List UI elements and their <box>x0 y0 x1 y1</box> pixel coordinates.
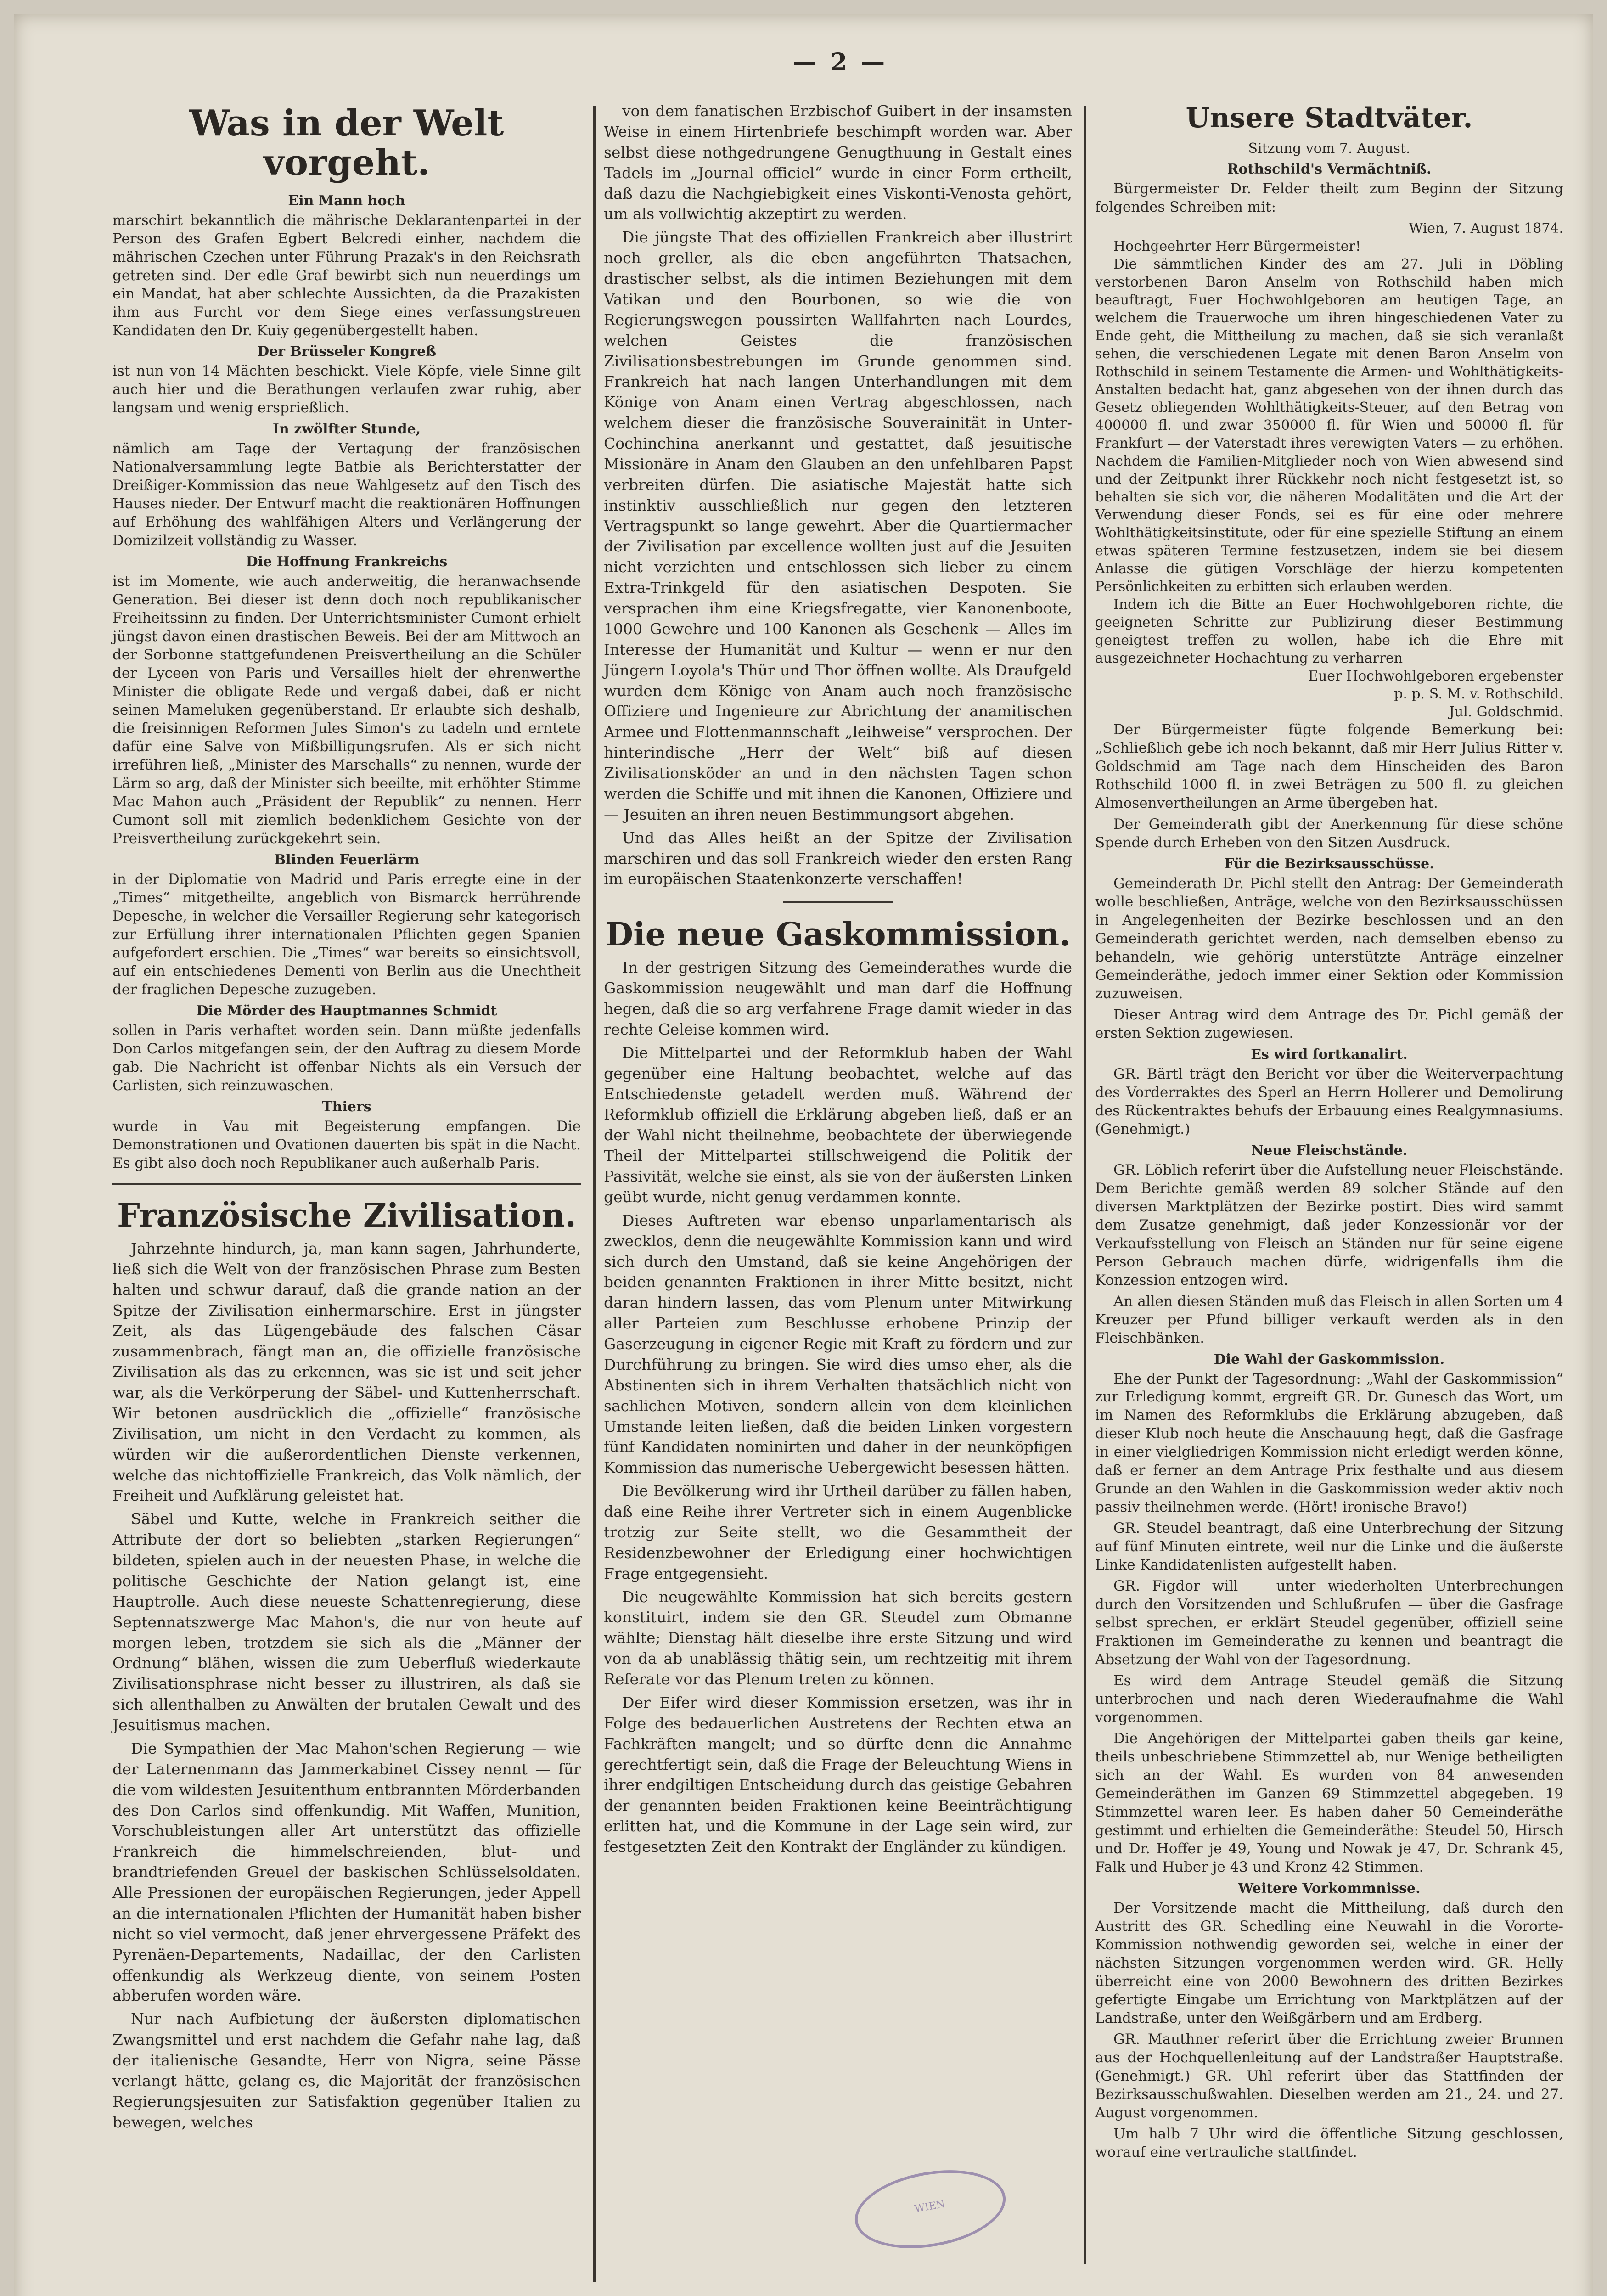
paragraph: Die Bevölkerung wird ihr Urtheil darüber zu fällen haben, daß eine Reihe ihrer Vertreter sich in einem Augenblicke trotzig zur Seite stellt, wo die Gesammtheit der Residenzbewohner der Erledigung einer hochwichtigen Frage entgegensieht. <box>604 1482 1072 1582</box>
paragraph: In der gestrigen Sitzung des Gemeinderathes wurde die Gaskommission neugewählt und man darf die Hoffnung hegen, daß die so arg verfahrene Frage damit wieder in das rechte Geleise kommen wird. <box>604 958 1072 1038</box>
news-item-body: wurde in Vau mit Begeisterung empfangen. Die Demonstrationen und Ovationen dauerten bis spät in die Nacht. Es gibt also doch noch Republikaner auch außerhalb Paris. <box>112 1118 581 1171</box>
letter-signature: p. p. S. M. v. Rothschild. <box>1394 686 1563 702</box>
letter-signature: Jul. Goldschmid. <box>1449 703 1563 720</box>
headline-french-civilisation: Französische Zivilisation. <box>117 1196 576 1234</box>
paragraph-group <box>1095 1161 1563 1348</box>
paragraph: Und das Alles heißt an der Spitze der Zivilisation marschiren und das soll Frankreich wieder den ersten Rang im europäischen Staatenkonzerte verschaffen! <box>604 828 1072 888</box>
news-item-title: In zwölfter Stunde, <box>272 421 421 438</box>
paragraph-group <box>1095 1370 1563 1877</box>
paragraph: GR. Steudel beantragt, daß eine Unterbrechung der Sitzung auf fünf Minuten eintrete, weil nur die Linke und die äußerste Linke Kandidatenlisten aufgestellt haben. <box>1095 1520 1563 1574</box>
column-divider <box>1084 106 1086 2264</box>
subheading: Rothschild's Vermächtniß. <box>1227 161 1432 177</box>
article-body <box>112 1238 581 2133</box>
column-divider <box>593 106 596 2282</box>
paragraph: Säbel und Kutte, welche in Frankreich seither die Attribute der dort so beliebten „starken Regierungen“ bildeten, spielen auch in der neuesten Phase, in welche die politische Geschichte der Nation gelangt ist, eine Hauptrolle. Auch diese neueste Schattenregierung, diese Septennatszwerge Mac Mahon's, die nur von heute auf morgen leben, trotzdem sie sich als die „Männer der Ordnung“ blähen, wissen die zum Ueberfluß wiederkaute Zivilisationsphrase nicht besser zu illustriren, als daß sie sich allenthalben zu Anwälten der brutalen Gewalt und des Jesuitismus machen. <box>112 1510 581 1734</box>
article-body <box>604 957 1072 1857</box>
news-item-body: ist im Momente, wie auch anderweitig, die heranwachsende Generation. Bei dieser ist denn doch noch republikanischer Freiheitssinn zu finden. Der Unterrichtsminister Cumont erhielt jüngst davon einen drastischen Beweis. Bei der am Mittwoch an der Sorbonne stattgefundenen Preisvertheilung an die Schüler der Lyceen von Paris und Versailles hielt der ehrenwerthe Minister die obligate Rede und vergaß dabei, daß er nicht seinen Mameluken gegenüberstand. Er erlaubte sich deshalb, die freisinnigen Reformen Jules Simon's zu tadeln und erntete dafür eine Salve von Mißbilligungsrufen. Als er sich nicht irreführen ließ, „Minister des Marschalls“ zu nennen, wurde der Lärm so arg, daß der Minister sich beeilte, mit erhöhter Stimme Mac Mahon auch „Präsident der Republik“ zu nennen. Herr Cumont soll mit ziemlich bedenklichem Gesichte von der Preisvertheilung zurückgekehrt sein. <box>112 573 581 847</box>
news-item-title: Der Brüsseler Kongreß <box>257 343 436 360</box>
paragraph: GR. Mauthner referirt über die Errichtung zweier Brunnen aus der Hochquellenleitung auf der Landstraßer Hauptstraße. (Genehmigt.) GR. Uhl referirt über das Stattfinden der Bezirksausschußwahlen. Dieselben werden am 21., 24. und 27. August vorgenommen. <box>1095 2031 1563 2121</box>
paragraph-group <box>1095 875 1563 1043</box>
paragraph: Nur nach Aufbietung der äußersten diplomatischen Zwangsmittel und erst nachdem die Gefahr nahe lag, daß der italienische Gesandte, Herr von Nigra, seine Pässe verlangt hätte, gelang es, die Majorität der französischen Regierungsjesuiten zur Satisfaktion gegenüber Italien zu bewegen, welches <box>112 2010 581 2131</box>
subheading: Die Wahl der Gaskommission. <box>1214 1351 1445 1367</box>
session-date: Sitzung vom 7. August. <box>1248 141 1410 157</box>
paragraph: Dieser Antrag wird dem Antrage des Dr. Pichl gemäß der ersten Sektion zugewiesen. <box>1095 1006 1563 1041</box>
paragraph: Der Vorsitzende macht die Mittheilung, daß durch den Austritt des GR. Schedling eine Neuwahl in die Vororte-Kommission nothwendig geworden sei, welche in einer der nächsten Sitzungen vorgenommen werden wird. GR. Helly überreicht eine von 2000 Bewohnern des dritten Bezirkes gefertigte Eingabe um Errichtung von Marktplätzen auf der Landstraße, unter den Weißgärbern und am Erdberg. <box>1095 1900 1563 2026</box>
section-rule <box>112 1183 581 1185</box>
news-item-title: Blinden Feuerlärm <box>274 852 420 868</box>
newspaper-page <box>14 14 1593 2296</box>
paragraph: Der Eifer wird dieser Kommission ersetzen, was ihr in Folge des bedauerlichen Austretens der Rechten etwa an Fachkräften mangelt; und so dürfte denn die Annahme gerechtfertigt sein, daß die Frage der Beleuchtung Wiens in ihrer endgiltigen Entscheidung durch das geistige Gebahren der genannten beiden Fraktionen keine Beeinträchtigung erlitten hat, und die Kommune in der Lage sein wird, zur festgesetzten Zeit den Kontrakt der Engländer zu kündigen. <box>604 1693 1072 1856</box>
paragraph: Dieses Auftreten war ebenso unparlamentarisch als zwecklos, denn die neugewählte Kommission kann und wird sich durch den Umstand, daß sie keine Angehörigen der beiden genannten Fraktionen in ihrer Mitte besitzt, nicht daran hindern lassen, das vom Plenum unter Mitwirkung aller Parteien zum Beschlusse erhobene Prinzip der Gaserzeugung in eigener Regie mit Kraft zu fördern und zur Durchführung zu bringen. Sie wird dies umso eher, als die Abstinenten sich in ihrem Verhalten thatsächlich nicht von sachlichen Motiven, sondern allein von dem kleinlichen Umstande leiten ließen, daß die beiden Linken vorgestern fünf Kandidaten nominirten und daher in der neunköpfigen Kommission das numerische Uebergewicht besessen hätten. <box>604 1211 1072 1477</box>
news-item-body: in der Diplomatie von Madrid und Paris erregte eine in der „Times“ mitgetheilte, angeblich von Bismarck herrührende Depesche, in welcher die Versailler Regierung sehr kategorisch zur Erfüllung ihrer internationalen Pflichten gegen Spanien aufgefordert erschien. Die „Times“ war bereits so einsichtsvoll, auf ein entschiedenes Dementi von Berlin aus die Unechtheit der fraglichen Depesche zuzugeben. <box>112 871 581 998</box>
headline-world-news: Was in der Welt vorgeht. <box>189 102 504 184</box>
paragraph: Um halb 7 Uhr wird die öffentliche Sitzung geschlossen, worauf eine vertrauliche stattfindet. <box>1095 2125 1563 2161</box>
letter-close: Indem ich die Bitte an Euer Hochwohlgeboren richte, die geeigneten Schritte zur Publizirung dieser Bestimmung geneigtest treffen zu wollen, habe ich die Ehre mit ausgezeichneter Hochachtung zu verharren <box>1095 596 1563 666</box>
article-body-continued <box>604 101 1072 889</box>
headline-gas-commission: Die neue Gaskommission. <box>605 915 1071 954</box>
letter-salutation: Hochgeehrter Herr Bürgermeister! <box>1113 238 1361 254</box>
news-item-body: sollen in Paris verhaftet worden sein. Dann müßte jedenfalls Don Carlos mitgefangen sein, der den Auftrag zu diesem Morde gab. Die Nachricht ist offenbar Nichts als ein Versuch der Carlisten, sich reinzuwaschen. <box>112 1022 581 1094</box>
news-item-title: Die Hoffnung Frankreichs <box>246 554 448 570</box>
paragraph: Jahrzehnte hindurch, ja, man kann sagen, Jahrhunderte, ließ sich die Welt von der französischen Phrase zum Besten halten und schwur darauf, daß die grande nation an der Spitze der Zivilisation einhermarschire. Erst in jüngster Zeit, als das Lügengebäude des falschen Cäsar zusammenbrach, fängt man an, die offizielle französische Zivilisation als das zu erkennen, was sie ist und seit jeher war, als die Verkörperung der Säbel- und Kuttenherrschaft. Wir betonen ausdrücklich die „offizielle“ französische Zivilisation, um nicht in den Verdacht zu kommen, als würden wir die außerordentlichen Dienste verkennen, welche das nichtoffizielle Frankreich, das Volk nämlich, der Freiheit und Aufklärung geleistet hat. <box>112 1239 581 1505</box>
news-item-title: Thiers <box>322 1098 371 1115</box>
page-number: — 2 — <box>792 48 888 76</box>
paragraph: Die Mittelpartei und der Reformklub haben der Wahl gegenüber eine Haltung beobachtet, welche auf das Entschiedenste getadelt werden muß. Während der Reformklub offiziell die Erklärung abgeben ließ, daß er an der Wahl nicht theilnehme, beobachtete der überwiegende Theil der Mittelpartei stillschweigend die Politik der Passivität, welche sie einst, als sie von der äußersten Linken geübt wurde, nicht genug verdammen konnte. <box>604 1043 1072 1206</box>
paragraph: An allen diesen Ständen muß das Fleisch in allen Sorten um 4 Kreuzer per Pfund billiger verkauft werden als in den Fleischbänken. <box>1095 1293 1563 1346</box>
subheading: Für die Bezirksausschüsse. <box>1224 855 1434 872</box>
news-sections <box>112 192 581 1173</box>
paragraph: GR. Figdor will — unter wiederholten Unterbrechungen durch den Vorsitzenden und Schlußrufen — über die Gasfrage selbst sprechen, er erklärt Steudel gegenüber, offiziell seine Fraktionen im Gemeinderathe zu kennen und beantragt die Absetzung der Wahl von der Tagesordnung. <box>1095 1578 1563 1668</box>
column-2 <box>604 101 1072 2213</box>
news-item-body: nämlich am Tage der Vertagung der französischen Nationalversammlung legte Batbie als Berichterstatter der Dreißiger-Kommission das neue Wahlgesetz auf den Tisch des Hauses nieder. Der Entwurf macht die reaktionären Hoffnungen auf Erhöhung des wahlfähigen Alters und Verlängerung der Domizilzeit vollständig zu Wasser. <box>112 440 581 549</box>
column-3 <box>1095 101 1563 2161</box>
paragraph: Bürgermeister Dr. Felder theilt zum Beginn der Sitzung folgendes Schreiben mit: <box>1095 180 1563 215</box>
subheading: Weitere Vorkommnisse. <box>1238 1880 1421 1897</box>
paragraph: Es wird dem Antrage Steudel gemäß die Sitzung unterbrochen und nach deren Wiederaufnahme die Wahl vorgenommen. <box>1095 1672 1563 1726</box>
paragraph: Die neugewählte Kommission hat sich bereits gestern konstituirt, indem sie den GR. Steudel zum Obmanne wählte; Dienstag hält dieselbe ihre erste Sitzung und wird von da ab unablässig thätig sein, um rechtzeitig mit ihrem Referate vor das Plenum treten zu können. <box>604 1587 1072 1688</box>
paragraph: Gemeinderath Dr. Pichl stellt den Antrag: Der Gemeinderath wolle beschließen, Anträge, welche von den Bezirksausschüssen in Angelegenheiten der Bezirke beschlossen und an den Gemeinderath gerichtet werden, nach demselben ebenso zu behandeln, wie gehörig unterstützte Anträge einzelner Gemeinderäthe, jedoch immer einer Sektion oder Kommission zuzuweisen. <box>1095 875 1563 1002</box>
news-item-body: ist nun von 14 Mächten beschickt. Viele Köpfe, viele Sinne gilt auch hier und die Berathungen verlaufen zwar ruhig, aber langsam und wenig ersprießlich. <box>112 363 581 416</box>
paragraph: GR. Bärtl trägt den Bericht vor über die Weiterverpachtung des Vorderraktes des Sperl an Herrn Hollerer und Demolirung des Rückentraktes behufs der Erbauung eines Realgymnasiums. (Genehmigt.) <box>1095 1065 1563 1137</box>
paragraph-group <box>1095 1899 1563 2162</box>
subheading: Es wird fortkanalirt. <box>1251 1046 1408 1063</box>
letter-body: Die sämmtlichen Kinder des am 27. Juli in Döbling verstorbenen Baron Anselm von Rothschild haben mich beauftragt, Euer Hochwohlgeboren am heutigen Tage, an welchem die Trauerwoche um ihren hingeschiedenen Vater zu Ende geht, die Mittheilung zu machen, daß sie sich veranlaßt sehen, die verschiedenen Legate mit denen Baron Anselm von Rothschild in seinem Testamente die Armen- und Wohlthätigkeits-Anstalten bedacht hat, ganz abgesehen von der ihnen durch das Gesetz obliegenden Wohlthätigkeits-Steuer, auf den Betrag von 400000 fl. und zwar 350000 fl. für Wien und 50000 fl. für Frankfurt — der Vaterstadt ihres verewigten Vaters — zu erhöhen. Nachdem die Familien-Mitglieder noch von Wien abwesend sind und der Zeitpunkt ihrer Rückkehr noch nicht festgesetzt ist, so behalten sie sich vor, die näheren Modalitäten und die Art der Verwendung dieser Fonds, sei es für eine oder mehrere Wohlthätigkeitsinstitute, oder für eine spezielle Stiftung an einem etwas späteren Termine festzusetzen, indem sie bei diesem Anlasse die gütigen Vorschläge der hierzu kompetenten Persönlichkeiten zu erbitten sich erlauben werden. <box>1095 256 1563 595</box>
library-stamp: WIEN <box>848 2159 1011 2259</box>
paragraph: Ehe der Punkt der Tagesordnung: „Wahl der Gaskommission“ zur Erledigung kommt, ergreift GR. Dr. Gunesch das Wort, um im Namen des Reformklubs die Erklärung abzugeben, daß dieser Klub noch heute die Anschauung hegt, daß die Gasfrage in einer vielgliedrigen Kommission nicht erledigt werden könne, daß er ferner an dem Antrage Prix festhalte und aus diesem Grunde an den Wahlen in die Gaskommission weder aktiv noch passiv theilnehmen werde. (Hört! ironische Bravo!) <box>1095 1370 1563 1516</box>
headline-city-council: Unsere Stadtväter. <box>1186 102 1473 134</box>
paragraph: Der Bürgermeister fügte folgende Bemerkung bei: „Schließlich gebe ich noch bekannt, daß mir Herr Julius Ritter v. Goldschmid am Tage nach dem Hinscheiden des Baron Rothschild 1000 fl. in zwei Beträgen zu 500 fl. zu gleichen Almosenvertheilungen an Arme übergeben hat. <box>1095 721 1563 811</box>
news-item-title: Die Mörder des Hauptmannes Schmidt <box>196 1003 497 1019</box>
news-item-title: Ein Mann hoch <box>288 192 405 209</box>
paragraph: von dem fanatischen Erzbischof Guibert in der insamsten Weise in einem Hirtenbriefe beschimpft worden war. Aber selbst diese nothgedrungene Genugthuung in Gestalt eines Tadels im „Journal officiel“ wurde in einer Form ertheilt, daß dazu die Nachgiebigkeit eines Viskonti-Venosta gehört, um als vollwichtig akzeptirt zu werden. <box>604 102 1072 223</box>
column-1 <box>112 101 581 2268</box>
paragraph: Die jüngste That des offiziellen Frankreich aber illustrirt noch greller, als die eben angeführten Thatsachen, drastischer selbst, als die intimen Beziehungen mit dem Vatikan und den Bourbonen, so wie die von Regierungswegen poussirten Wallfahrten nach Lourdes, welchen Geistes die französischen Zivilisationsbestrebungen im Grunde genommen sind. Frankreich hat nach langen Unterhandlungen mit dem Könige von Anam einen Vertrag abgeschlossen, nach welchem dieser die französische Souverainität in Unter-Cochinchina anerkannt und gestattet, daß jesuitische Missionäre in Anam den Glauben an den unfehlbaren Papst verbreiten dürfen. Die asiatische Majestät hatte sich instinktiv ausschließlich nur gegen den letzteren Vertragspunkt so lange gewehrt. Aber die Quartiermacher der Zivilisation par excellence wollten just auf die Jesuiten nicht verzichten und entschlossen sich lieber zu einem Extra-Trinkgeld für den asiatischen Despoten. Sie versprachen ihm eine Kriegsfregatte, vier Kanonenboote, 1000 Gewehre und 100 Kanonen als Geschenk — Alles im Interesse der Humanität und Kultur — wenn er nur den Jüngern Loyola's Thür und Thor öffnen wollte. Als Draufgeld wurden dem Könige von Anam auch noch französische Offiziere und Ingenieure zur Abrichtung der anamitischen Armee und Flottenmannschaft „leihweise“ versprochen. Der hinterindische „Herr der Welt“ biß auf diesen Zivilisationsköder an und in den nächsten Tagen schon werden die Schiffe und mit ihnen die Kanonen, Offiziere und — Jesuiten an ihren neuen Bestimmungsort abgehen. <box>604 228 1072 823</box>
subheading: Neue Fleischstände. <box>1251 1142 1408 1159</box>
letter-signature: Euer Hochwohlgeboren ergebenster <box>1308 668 1563 684</box>
paragraph: Die Angehörigen der Mittelpartei gaben theils gar keine, theils unbeschriebene Stimmzettel ab, nur Wenige betheiligten sich an der Wahl. Es wurden von 84 anwesenden Gemeinderäthen im Ganzen 69 Stimmzettel abgegeben. 19 Stimmzettel waren leer. Es haben daher 50 Gemeinderäthe gestimmt und erhielten die Gemeinderäthe: Steudel 50, Hirsch und Dr. Hoffer je 49, Young und Nowak je 47, Dr. Schrank 45, Falk und Huber je 43 und Kronz 42 Stimmen. <box>1095 1730 1563 1876</box>
paragraph: GR. Löblich referirt über die Aufstellung neuer Fleischstände. Dem Berichte gemäß werden 89 solcher Stände auf den diversen Marktplätzen der Bezirke postirt. Dies wird sammt dem Zusatze genehmigt, daß jeder Konzessionär vor der Verkaufsstellung von Fleisch an Ständen nur für seine eigene Person Gebrauch machen dürfe, widrigenfalls ihm die Konzession entzogen wird. <box>1095 1161 1563 1289</box>
letter-date: Wien, 7. August 1874. <box>1409 220 1563 236</box>
paragraph: Die Sympathien der Mac Mahon'schen Regierung — wie der Laternenmann das Jammerkabinet Cissey nennt — für die vom wildesten Jesuitenthum entbrannten Mörderbanden des Don Carlos sind offenkundig. Mit Waffen, Munition, Vorschubleistungen aller Art unterstützt das offizielle Frankreich die himmelschreienden, blut- und brandtriefenden Greuel der baskischen Schlüsselsoldaten. Alle Pressionen der europäischen Regierungen, jeder Appell an die internationalen Pflichten der Humanität haben bisher nicht so viel vermocht, daß jener ehrvergessene Präfekt des Pyrenäen-Departements, Nadaillac, der den Carlisten offenkundig als Werkzeug diente, von seinem Posten abberufen worden wäre. <box>112 1739 581 2005</box>
paragraph-group <box>1095 721 1563 852</box>
paragraph: Der Gemeinderath gibt der Anerkennung für diese schöne Spende durch Erheben von den Sitzen Ausdruck. <box>1095 816 1563 851</box>
news-item-body: marschirt bekanntlich die mährische Deklarantenpartei in der Person des Grafen Egbert Belcredi einher, nachdem die mährischen Czechen unter Führung Prazak's in den Reichsrath getreten sind. Der edle Graf bewirbt sich nun neuerdings um ein Mandat, hat aber schlechte Aussichten, da die Prazakisten ihm aus Furcht vor dem Siege eines verfassungstreuen Kandidaten den Dr. Kuiy gegenübergestellt haben. <box>112 212 581 339</box>
section-rule <box>783 901 893 903</box>
